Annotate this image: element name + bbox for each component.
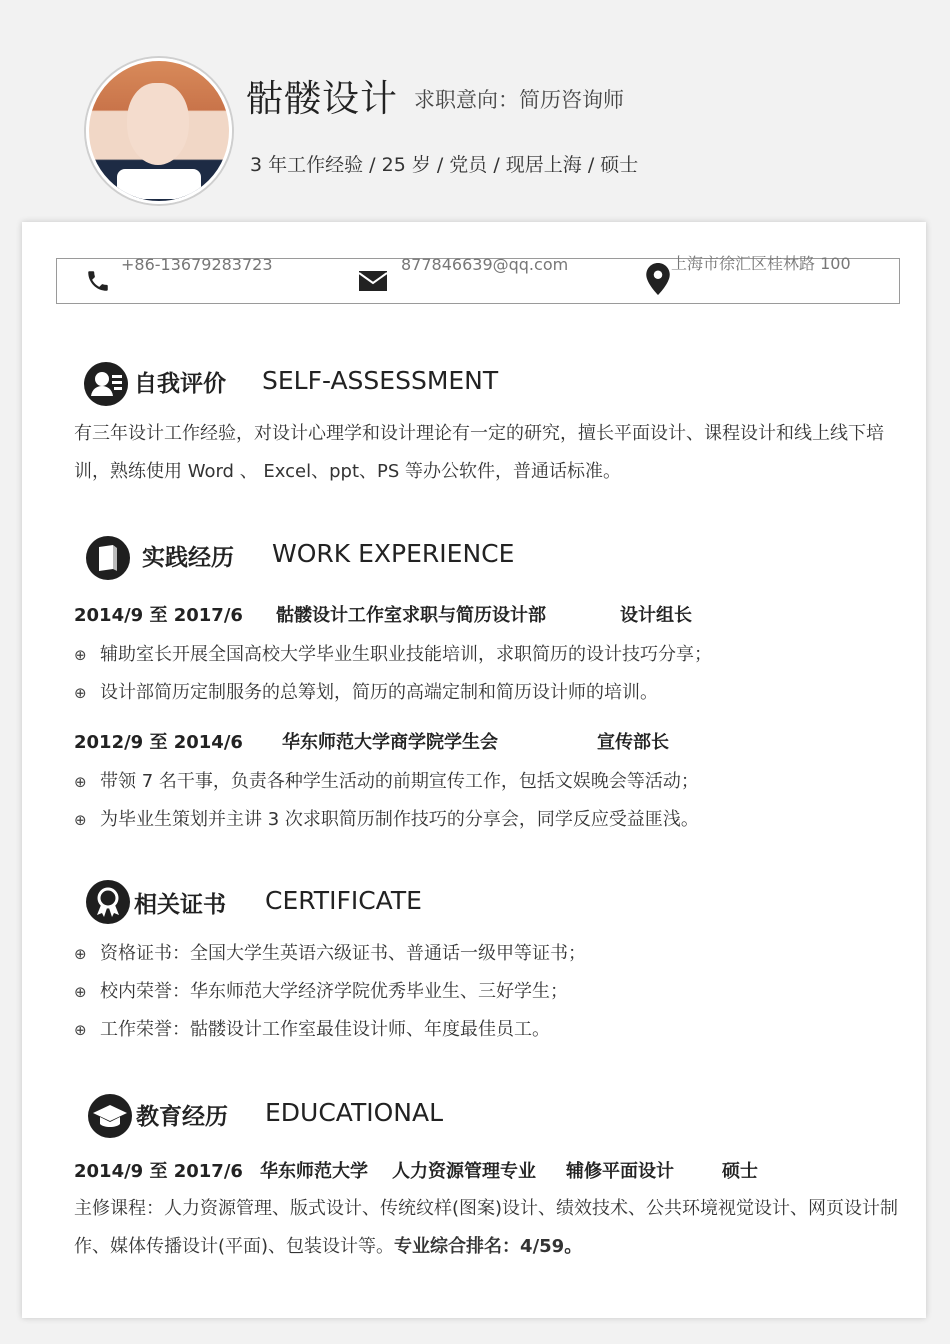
bullet-icon: ⊕ [74, 945, 87, 963]
edu-period: 2014/9 至 2017/6 [74, 1161, 243, 1182]
list-item: ⊕ 为毕业生策划并主讲 3 次求职简历制作技巧的分享会，同学反应受益匪浅。 [74, 809, 699, 830]
bullet-icon: ⊕ [74, 983, 87, 1001]
graduation-cap-icon [88, 1094, 132, 1138]
list-item: ⊕ 资格证书：全国大学生英语六级证书、普通话一级甲等证书； [74, 943, 586, 964]
edu-degree: 硕士 [722, 1161, 758, 1182]
section-title-work: 实践经历 [142, 545, 234, 571]
edu-major: 人力资源管理专业 [392, 1161, 536, 1182]
section-subtitle-self: SELF-ASSESSMENT [262, 366, 499, 395]
list-item: ⊕ 辅助室长开展全国高校大学毕业生职业技能培训，求职简历的设计技巧分享； [74, 644, 712, 665]
candidate-summary: 3 年工作经验 / 25 岁 / 党员 / 现居上海 / 硕士 [250, 154, 639, 176]
photo-collar [117, 169, 201, 199]
person-icon [84, 362, 128, 406]
edu-courses: 主修课程：人力资源管理、版式设计、传统纹样(图案)设计、绩效技术、公共环境视觉设计、网页设计制作、媒体传播设计(平面)、包装设计等。 [74, 1198, 899, 1257]
self-assessment-text: 有三年设计工作经验，对设计心理学和设计理论有一定的研究，擅长平面设计、课程设计和线上线下培训，熟练使用 Word 、 Excel、ppt、PS 等办公软件，普通话标准。 [74, 423, 884, 482]
location-pin-icon [645, 263, 671, 295]
section-title-cert: 相关证书 [134, 892, 226, 918]
list-item: ⊕ 工作荣誉：骷髅设计工作室最佳设计师、年度最佳员工。 [74, 1019, 550, 1040]
candidate-name: 骷髅设计 [246, 77, 398, 120]
job-organization: 骷髅设计工作室求职与简历设计部 [276, 605, 546, 626]
section-subtitle-edu: EDUCATIONAL [265, 1098, 444, 1127]
email-icon [359, 271, 387, 291]
job-period: 2014/9 至 2017/6 [74, 605, 243, 626]
bullet-icon: ⊕ [74, 811, 87, 829]
phone-number[interactable]: +86-13679283723 [121, 255, 273, 274]
job-period: 2012/9 至 2014/6 [74, 732, 243, 753]
edu-courses-text [74, 1190, 909, 1266]
bullet-icon: ⊕ [74, 1021, 87, 1039]
section-title-edu: 教育经历 [136, 1104, 228, 1130]
job-organization: 华东师范大学商学院学生会 [282, 732, 498, 753]
list-item: ⊕ 设计部简历定制服务的总筹划，简历的高端定制和简历设计师的培训。 [74, 682, 658, 703]
book-icon [86, 536, 130, 580]
list-item: ⊕ 校内荣誉：华东师范大学经济学院优秀毕业生、三好学生； [74, 981, 568, 1002]
section-subtitle-cert: CERTIFICATE [265, 886, 422, 915]
section-subtitle-work: WORK EXPERIENCE [272, 539, 515, 568]
bullet-icon: ⊕ [74, 684, 87, 702]
resume-card [22, 222, 926, 1318]
profile-photo [86, 58, 232, 204]
list-item: ⊕ 带领 7 名干事，负责各种学生活动的前期宣传工作，包括文娱晚会等活动； [74, 771, 699, 792]
job-intent: 求职意向：简历咨询师 [414, 88, 624, 112]
contact-bar [56, 254, 900, 304]
job-role: 宣传部长 [597, 732, 669, 753]
section-title-self: 自我评价 [134, 371, 226, 397]
award-icon [86, 880, 130, 924]
bullet-icon: ⊕ [74, 773, 87, 791]
edu-minor: 辅修平面设计 [566, 1161, 674, 1182]
bullet-icon: ⊕ [74, 646, 87, 664]
edu-rank: 专业综合排名：4/59。 [394, 1236, 583, 1257]
phone-icon [85, 268, 111, 294]
home-address: 上海市徐汇区桂林路 100 [671, 254, 851, 273]
email-address[interactable]: 877846639@qq.com [401, 255, 569, 274]
photo-face [127, 83, 189, 165]
job-role: 设计组长 [620, 605, 692, 626]
edu-school: 华东师范大学 [260, 1161, 368, 1182]
